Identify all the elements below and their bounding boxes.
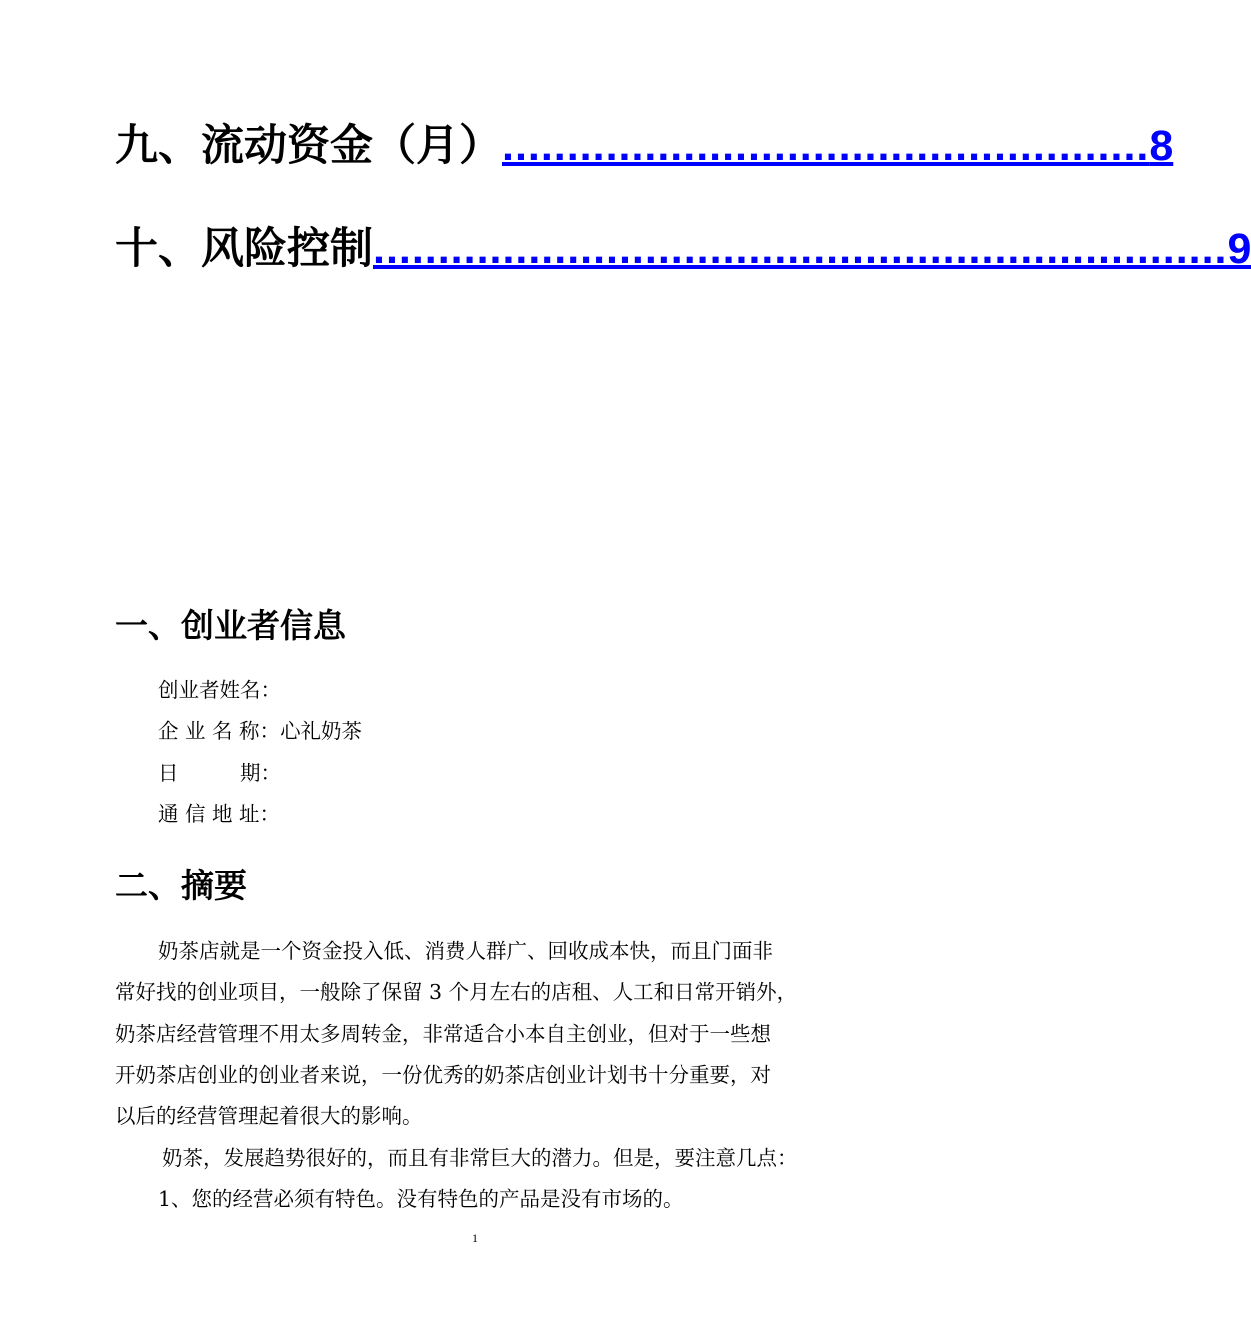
page-number: 1 bbox=[472, 1231, 478, 1245]
toc-title: 九、流动资金（月） bbox=[115, 121, 502, 171]
toc-title: 十、风险控制 bbox=[115, 224, 373, 274]
toc-page-number[interactable]: 9 bbox=[1227, 225, 1251, 273]
field-founder-name: 创业者姓名： bbox=[158, 678, 281, 702]
paragraph-line: 奶茶店经营管理不用太多周转金，非常适合小本自主创业，但对于一些想 bbox=[115, 1022, 771, 1046]
paragraph-line: 开奶茶店创业的创业者来说，一份优秀的奶茶店创业计划书十分重要，对 bbox=[115, 1063, 771, 1087]
paragraph-line: 奶茶，发展趋势很好的，而且有非常巨大的潜力。但是，要注意几点： bbox=[162, 1146, 798, 1170]
toc-leader-dots[interactable]: .................................................. bbox=[502, 122, 1150, 170]
toc-entry-liquidity[interactable] bbox=[115, 112, 1174, 173]
section-heading-founder-info: 一、创业者信息 bbox=[115, 606, 346, 645]
toc-page-number[interactable]: 8 bbox=[1149, 122, 1174, 170]
toc-entry-risk[interactable] bbox=[115, 215, 1251, 276]
field-address: 通 信 地 址： bbox=[158, 802, 281, 826]
paragraph-line: 奶茶店就是一个资金投入低、消费人群广、回收成本快，而且门面非 bbox=[158, 939, 773, 963]
paragraph-line: 1、您的经营必须有特色。没有特色的产品是没有市场的。 bbox=[158, 1187, 684, 1211]
section-heading-summary: 二、摘要 bbox=[115, 866, 247, 905]
paragraph-line: 以后的经营管理起着很大的影响。 bbox=[115, 1104, 423, 1128]
field-date: 日 期： bbox=[158, 761, 281, 785]
paragraph-line: 常好找的创业项目，一般除了保留 3 个月左右的店租、人工和日常开销外， bbox=[115, 980, 798, 1004]
field-company-name: 企 业 名 称：心礼奶茶 bbox=[158, 719, 363, 743]
toc-leader-dots[interactable]: .................................................................. bbox=[373, 225, 1228, 273]
